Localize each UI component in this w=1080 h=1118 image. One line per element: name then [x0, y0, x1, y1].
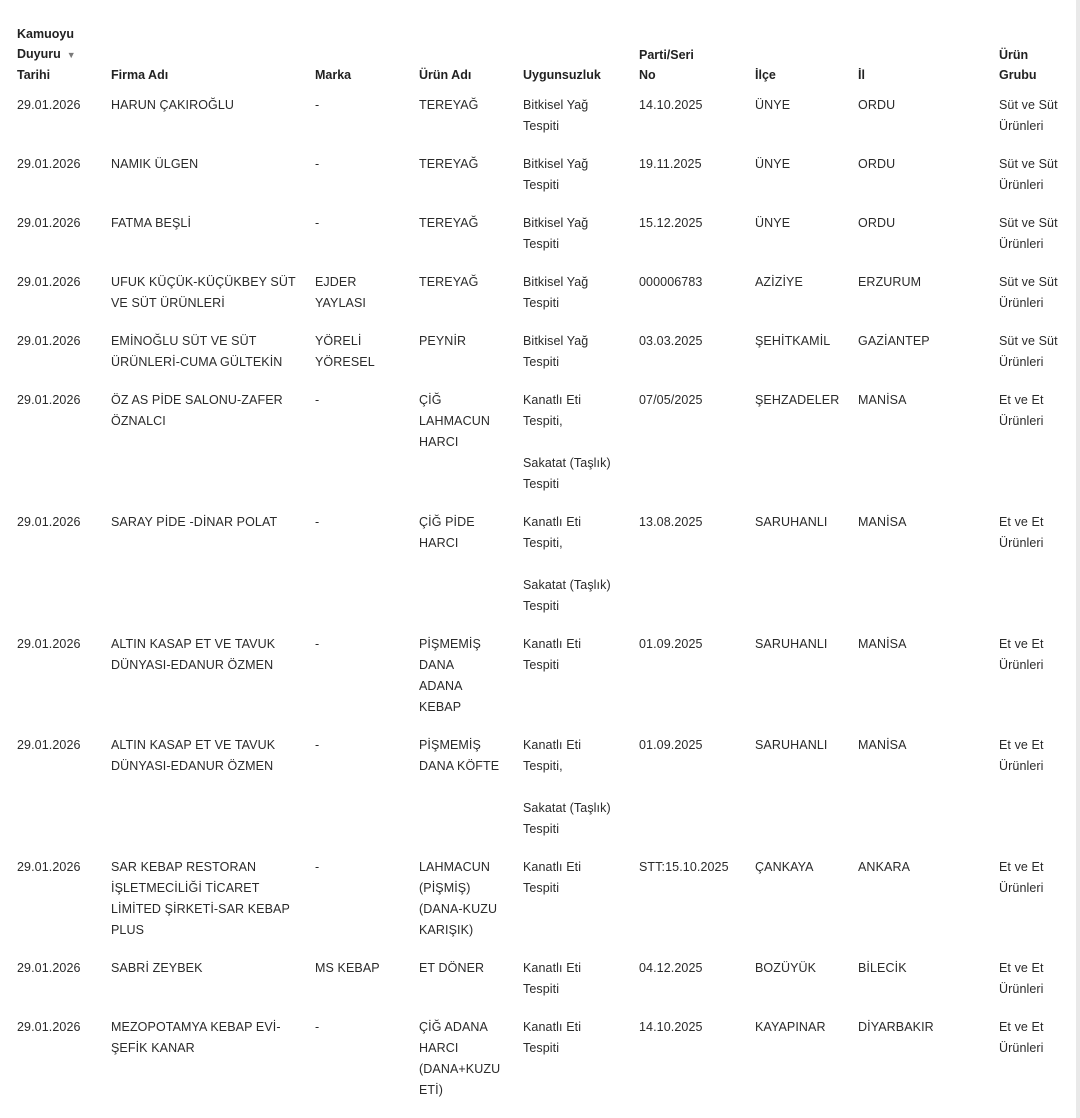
- cell-product-name-line: TEREYAĞ: [419, 274, 479, 289]
- cell-brand-line: -: [315, 514, 320, 529]
- cell-nonconformity-line: Bitkisel Yağ: [523, 274, 589, 289]
- cell-district: AZİZİYE: [755, 274, 803, 289]
- col-header-date[interactable]: [9, 18, 103, 95]
- cell-district: SARUHANLI: [755, 737, 828, 752]
- cell-batch-no: 01.09.2025: [639, 636, 703, 651]
- cell-product-group: [991, 735, 1075, 857]
- cell-nonconformity: [515, 213, 631, 272]
- cell-brand: [307, 272, 411, 331]
- cell-announcement-date: 29.01.2026: [17, 392, 81, 407]
- cell-brand-line: EJDER: [315, 274, 357, 289]
- cell-firm-name-line: FATMA BEŞLİ: [111, 215, 192, 230]
- cell-brand: [307, 95, 411, 154]
- cell-nonconformity-line: Kanatlı Eti: [523, 636, 582, 651]
- cell-product-name: [411, 958, 515, 1017]
- cell-firm-name-line: DÜNYASI-EDANUR ÖZMEN: [111, 657, 274, 672]
- cell-product-name-line: DANA: [419, 657, 455, 672]
- cell-brand-line: YAYLASI: [315, 295, 366, 310]
- cell-announcement-date: 29.01.2026: [17, 97, 81, 112]
- cell-product-name-line: ADANA: [419, 678, 463, 693]
- col-header-batch-no[interactable]: [631, 18, 747, 95]
- cell-spacer: [523, 432, 623, 453]
- cell-district: BOZÜYÜK: [755, 960, 817, 975]
- cell-spacer: [523, 554, 623, 575]
- cell-nonconformity-line: Tespiti: [523, 295, 560, 310]
- cell-product-name-line: ÇİĞ PİDE: [419, 514, 475, 529]
- table-row[interactable]: [9, 272, 1075, 331]
- cell-brand: [307, 1017, 411, 1118]
- cell-announcement-date: 29.01.2026: [17, 274, 81, 289]
- cell-district: ŞEHİTKAMİL: [755, 333, 831, 348]
- cell-product-group-line: Et ve Et: [999, 737, 1044, 752]
- cell-product-group: [991, 154, 1075, 213]
- cell-firm-name-line: ÖZ AS PİDE SALONU-ZAFER: [111, 392, 283, 407]
- col-header-nonconformity[interactable]: Uygunsuzluk: [523, 67, 601, 82]
- cell-brand-line: -: [315, 737, 320, 752]
- cell-product-group-line: Süt ve Süt: [999, 333, 1058, 348]
- cell-product-name-line: ET DÖNER: [419, 960, 485, 975]
- cell-brand-line: YÖRESEL: [315, 354, 375, 369]
- cell-firm-name-line: HARUN ÇAKIROĞLU: [111, 97, 235, 112]
- public-announcement-table: [9, 18, 1075, 1118]
- cell-firm-name: [103, 958, 307, 1017]
- col-header-date-line: Duyuru ▼: [17, 44, 95, 65]
- cell-product-group-line: Ürünleri: [999, 236, 1044, 251]
- cell-firm-name: [103, 1017, 307, 1118]
- cell-nonconformity-line: Sakatat (Taşlık): [523, 455, 611, 470]
- cell-nonconformity: [515, 512, 631, 634]
- cell-firm-name: [103, 331, 307, 390]
- cell-nonconformity: [515, 154, 631, 213]
- cell-nonconformity: [515, 95, 631, 154]
- cell-nonconformity-line: Tespiti: [523, 657, 560, 672]
- cell-product-name: [411, 154, 515, 213]
- cell-nonconformity-line: Tespiti: [523, 981, 560, 996]
- cell-nonconformity-line: Tespiti: [523, 118, 560, 133]
- cell-nonconformity-line: Tespiti: [523, 1040, 560, 1055]
- cell-product-group: [991, 390, 1075, 512]
- cell-product-group-line: Et ve Et: [999, 960, 1044, 975]
- col-header-date-line: Tarihi: [17, 67, 51, 82]
- cell-product-name: [411, 512, 515, 634]
- cell-district: SARUHANLI: [755, 636, 828, 651]
- cell-province: ORDU: [858, 215, 896, 230]
- cell-nonconformity: [515, 1017, 631, 1118]
- cell-brand-line: YÖRELİ: [315, 333, 362, 348]
- cell-announcement-date: 29.01.2026: [17, 215, 81, 230]
- cell-nonconformity-line: Tespiti,: [523, 535, 563, 550]
- cell-province: ORDU: [858, 156, 896, 171]
- cell-batch-no: 07/05/2025: [639, 392, 703, 407]
- col-header-batch-line: Parti/Seri: [639, 47, 694, 62]
- cell-product-group-line: Süt ve Süt: [999, 156, 1058, 171]
- table-row[interactable]: [9, 154, 1075, 213]
- cell-nonconformity-line: Tespiti: [523, 880, 560, 895]
- cell-nonconformity: [515, 331, 631, 390]
- cell-district: ÜNYE: [755, 97, 791, 112]
- cell-firm-name-line: DÜNYASI-EDANUR ÖZMEN: [111, 758, 274, 773]
- cell-district: SARUHANLI: [755, 514, 828, 529]
- cell-nonconformity-line: Tespiti: [523, 598, 560, 613]
- cell-brand: [307, 735, 411, 857]
- cell-nonconformity-line: Kanatlı Eti: [523, 960, 582, 975]
- col-header-product-name[interactable]: Ürün Adı: [419, 67, 472, 82]
- cell-product-group-line: Süt ve Süt: [999, 97, 1058, 112]
- cell-nonconformity: [515, 958, 631, 1017]
- cell-announcement-date: 29.01.2026: [17, 1019, 81, 1034]
- cell-product-group-line: Ürünleri: [999, 118, 1044, 133]
- table-row[interactable]: [9, 390, 1075, 512]
- cell-province: ERZURUM: [858, 274, 922, 289]
- cell-firm-name: [103, 95, 307, 154]
- cell-firm-name: [103, 857, 307, 958]
- cell-firm-name: [103, 154, 307, 213]
- cell-product-group-line: Süt ve Süt: [999, 215, 1058, 230]
- cell-batch-no: 000006783: [639, 274, 703, 289]
- cell-batch-no: 04.12.2025: [639, 960, 703, 975]
- cell-nonconformity-line: Tespiti,: [523, 413, 563, 428]
- cell-batch-no: STT:15.10.2025: [639, 859, 729, 874]
- cell-product-name-line: ÇİĞ: [419, 392, 442, 407]
- cell-nonconformity-line: Kanatlı Eti: [523, 1019, 582, 1034]
- cell-nonconformity-line: Sakatat (Taşlık): [523, 800, 611, 815]
- cell-firm-name-line: UFUK KÜÇÜK-KÜÇÜKBEY SÜT: [111, 274, 296, 289]
- cell-nonconformity-line: Tespiti: [523, 236, 560, 251]
- table-row[interactable]: [9, 95, 1075, 154]
- cell-nonconformity-line: Kanatlı Eti: [523, 859, 582, 874]
- cell-brand: [307, 512, 411, 634]
- cell-product-name: [411, 1017, 515, 1118]
- cell-brand-line: -: [315, 636, 320, 651]
- cell-product-name-line: (DANA+KUZU: [419, 1061, 501, 1076]
- cell-product-name-line: PİŞMEMİŞ: [419, 636, 481, 651]
- cell-product-name-line: LAHMACUN: [419, 859, 490, 874]
- cell-product-group-line: Ürünleri: [999, 1040, 1044, 1055]
- sort-descending-icon[interactable]: ▼: [66, 49, 76, 60]
- cell-batch-no: 14.10.2025: [639, 1019, 703, 1034]
- cell-brand-line: MS KEBAP: [315, 960, 380, 975]
- cell-product-group-line: Süt ve Süt: [999, 274, 1058, 289]
- cell-brand: [307, 154, 411, 213]
- cell-product-group-line: Et ve Et: [999, 859, 1044, 874]
- table-row[interactable]: [9, 958, 1075, 1017]
- cell-product-group: [991, 857, 1075, 958]
- cell-product-name-line: TEREYAĞ: [419, 97, 479, 112]
- table-row[interactable]: [9, 634, 1075, 735]
- cell-product-name: [411, 735, 515, 857]
- cell-firm-name-line: ALTIN KASAP ET VE TAVUK: [111, 636, 276, 651]
- cell-product-group: [991, 634, 1075, 735]
- cell-product-name-line: (PİŞMİŞ): [419, 880, 471, 895]
- cell-product-name-line: PİŞMEMİŞ: [419, 737, 481, 752]
- cell-nonconformity-line: Kanatlı Eti: [523, 737, 582, 752]
- cell-product-name: [411, 213, 515, 272]
- cell-nonconformity-line: Bitkisel Yağ: [523, 333, 589, 348]
- cell-firm-name-line: SABRİ ZEYBEK: [111, 960, 203, 975]
- cell-firm-name-line: ŞEFİK KANAR: [111, 1040, 195, 1055]
- cell-brand: [307, 634, 411, 735]
- cell-product-group-line: Ürünleri: [999, 880, 1044, 895]
- cell-product-name-line: HARCI: [419, 1040, 459, 1055]
- cell-firm-name-line: ÖZNALCI: [111, 413, 166, 428]
- cell-product-group: [991, 331, 1075, 390]
- cell-product-name-line: KARIŞIK): [419, 922, 474, 937]
- cell-nonconformity: [515, 735, 631, 857]
- cell-district: ŞEHZADELER: [755, 392, 840, 407]
- cell-brand-line: -: [315, 156, 320, 171]
- cell-product-name-line: TEREYAĞ: [419, 215, 479, 230]
- col-header-district[interactable]: İlçe: [755, 67, 776, 82]
- cell-province: MANİSA: [858, 737, 907, 752]
- cell-batch-no: 15.12.2025: [639, 215, 703, 230]
- cell-brand: [307, 390, 411, 512]
- cell-product-name: [411, 95, 515, 154]
- table-row[interactable]: [9, 512, 1075, 634]
- cell-firm-name: [103, 735, 307, 857]
- cell-product-name: [411, 272, 515, 331]
- cell-firm-name-line: PLUS: [111, 922, 145, 937]
- cell-product-name: [411, 331, 515, 390]
- cell-nonconformity-line: Sakatat (Taşlık): [523, 577, 611, 592]
- col-header-firm-name[interactable]: Firma Adı: [111, 67, 169, 82]
- cell-province: GAZİANTEP: [858, 333, 930, 348]
- cell-product-group: [991, 512, 1075, 634]
- cell-nonconformity-line: Kanatlı Eti: [523, 514, 582, 529]
- cell-brand: [307, 213, 411, 272]
- cell-brand-line: -: [315, 215, 320, 230]
- cell-province: MANİSA: [858, 514, 907, 529]
- cell-nonconformity-line: Bitkisel Yağ: [523, 215, 589, 230]
- cell-product-group-line: Ürünleri: [999, 354, 1044, 369]
- cell-firm-name: [103, 390, 307, 512]
- cell-product-group-line: Ürünleri: [999, 295, 1044, 310]
- cell-firm-name-line: LİMİTED ŞİRKETİ-SAR KEBAP: [111, 901, 290, 916]
- cell-announcement-date: 29.01.2026: [17, 636, 81, 651]
- cell-product-group-line: Et ve Et: [999, 392, 1044, 407]
- cell-nonconformity-line: Tespiti: [523, 821, 560, 836]
- cell-product-group-line: Ürünleri: [999, 981, 1044, 996]
- cell-brand-line: -: [315, 859, 320, 874]
- table-body: [9, 95, 1075, 1118]
- cell-firm-name-line: ALTIN KASAP ET VE TAVUK: [111, 737, 276, 752]
- cell-province: ORDU: [858, 97, 896, 112]
- cell-batch-no: 13.08.2025: [639, 514, 703, 529]
- cell-brand-line: -: [315, 1019, 320, 1034]
- cell-announcement-date: 29.01.2026: [17, 859, 81, 874]
- cell-firm-name: [103, 634, 307, 735]
- cell-firm-name-line: SAR KEBAP RESTORAN: [111, 859, 257, 874]
- cell-product-group: [991, 272, 1075, 331]
- cell-product-group-line: Ürünleri: [999, 535, 1044, 550]
- cell-product-group: [991, 958, 1075, 1017]
- cell-firm-name-line: ÜRÜNLERİ-CUMA GÜLTEKİN: [111, 354, 283, 369]
- cell-brand: [307, 857, 411, 958]
- cell-nonconformity-line: Tespiti: [523, 354, 560, 369]
- cell-product-name-line: DANA KÖFTE: [419, 758, 500, 773]
- cell-firm-name: [103, 512, 307, 634]
- cell-firm-name-line: İŞLETMECİLİĞİ TİCARET: [111, 880, 260, 895]
- cell-product-name-line: ÇİĞ ADANA: [419, 1019, 488, 1034]
- cell-product-name-line: TEREYAĞ: [419, 156, 479, 171]
- cell-brand-line: -: [315, 97, 320, 112]
- cell-nonconformity-line: Bitkisel Yağ: [523, 97, 589, 112]
- cell-product-name-line: PEYNİR: [419, 333, 467, 348]
- cell-product-group-line: Et ve Et: [999, 514, 1044, 529]
- table-row[interactable]: [9, 213, 1075, 272]
- cell-nonconformity-line: Tespiti,: [523, 758, 563, 773]
- cell-product-name-line: HARCI: [419, 535, 459, 550]
- col-header-province[interactable]: İl: [858, 67, 865, 82]
- table-row[interactable]: [9, 735, 1075, 857]
- cell-product-name: [411, 390, 515, 512]
- table-row[interactable]: [9, 331, 1075, 390]
- cell-product-group: [991, 95, 1075, 154]
- cell-product-group: [991, 1017, 1075, 1118]
- cell-province: DİYARBAKIR: [858, 1019, 934, 1034]
- cell-district: ÇANKAYA: [755, 859, 814, 874]
- cell-firm-name-line: EMİNOĞLU SÜT VE SÜT: [111, 333, 257, 348]
- page-right-edge: [1076, 0, 1080, 1118]
- cell-batch-no: 14.10.2025: [639, 97, 703, 112]
- table-header-row: [9, 18, 1075, 95]
- cell-nonconformity-line: Tespiti: [523, 177, 560, 192]
- cell-firm-name-line: VE SÜT ÜRÜNLERİ: [111, 295, 225, 310]
- cell-product-name: [411, 634, 515, 735]
- cell-product-name-line: (DANA-KUZU: [419, 901, 498, 916]
- cell-firm-name: [103, 272, 307, 331]
- cell-product-group-line: Ürünleri: [999, 758, 1044, 773]
- cell-province: ANKARA: [858, 859, 911, 874]
- table-row[interactable]: [9, 857, 1075, 958]
- cell-product-group: [991, 213, 1075, 272]
- cell-firm-name-line: MEZOPOTAMYA KEBAP EVİ-: [111, 1019, 281, 1034]
- cell-firm-name: [103, 213, 307, 272]
- col-header-group-line: Ürün: [999, 47, 1029, 62]
- cell-province: MANİSA: [858, 636, 907, 651]
- col-header-brand[interactable]: Marka: [315, 67, 352, 82]
- cell-announcement-date: 29.01.2026: [17, 333, 81, 348]
- cell-announcement-date: 29.01.2026: [17, 156, 81, 171]
- cell-batch-no: 19.11.2025: [639, 156, 702, 171]
- cell-province: BİLECİK: [858, 960, 907, 975]
- col-header-batch-line: No: [639, 67, 656, 82]
- cell-product-group-line: Ürünleri: [999, 413, 1044, 428]
- cell-district: ÜNYE: [755, 215, 791, 230]
- cell-nonconformity: [515, 634, 631, 735]
- cell-announcement-date: 29.01.2026: [17, 514, 81, 529]
- cell-nonconformity-line: Kanatlı Eti: [523, 392, 582, 407]
- cell-brand-line: -: [315, 392, 320, 407]
- cell-nonconformity-line: Bitkisel Yağ: [523, 156, 589, 171]
- cell-product-group-line: Et ve Et: [999, 1019, 1044, 1034]
- cell-product-group-line: Ürünleri: [999, 657, 1044, 672]
- cell-nonconformity: [515, 390, 631, 512]
- cell-spacer: [523, 777, 623, 798]
- cell-district: ÜNYE: [755, 156, 791, 171]
- cell-batch-no: 03.03.2025: [639, 333, 703, 348]
- cell-nonconformity-line: Tespiti: [523, 476, 560, 491]
- cell-nonconformity: [515, 272, 631, 331]
- cell-product-group-line: Et ve Et: [999, 636, 1044, 651]
- cell-product-group-line: Ürünleri: [999, 177, 1044, 192]
- cell-product-name-line: KEBAP: [419, 699, 462, 714]
- cell-product-name-line: LAHMACUN: [419, 413, 490, 428]
- cell-announcement-date: 29.01.2026: [17, 737, 81, 752]
- table-row[interactable]: [9, 1017, 1075, 1118]
- cell-district: KAYAPINAR: [755, 1019, 826, 1034]
- cell-nonconformity: [515, 857, 631, 958]
- cell-province: MANİSA: [858, 392, 907, 407]
- cell-product-name: [411, 857, 515, 958]
- col-header-group-line: Grubu: [999, 67, 1037, 82]
- cell-firm-name-line: NAMIK ÜLGEN: [111, 156, 199, 171]
- cell-product-name-line: HARCI: [419, 434, 459, 449]
- cell-firm-name-line: SARAY PİDE -DİNAR POLAT: [111, 514, 278, 529]
- cell-brand: [307, 331, 411, 390]
- cell-brand: [307, 958, 411, 1017]
- cell-announcement-date: 29.01.2026: [17, 960, 81, 975]
- col-header-product-group[interactable]: [991, 18, 1075, 95]
- cell-batch-no: 01.09.2025: [639, 737, 703, 752]
- col-header-date-line: Kamuoyu: [17, 27, 74, 41]
- cell-product-name-line: ETİ): [419, 1082, 444, 1097]
